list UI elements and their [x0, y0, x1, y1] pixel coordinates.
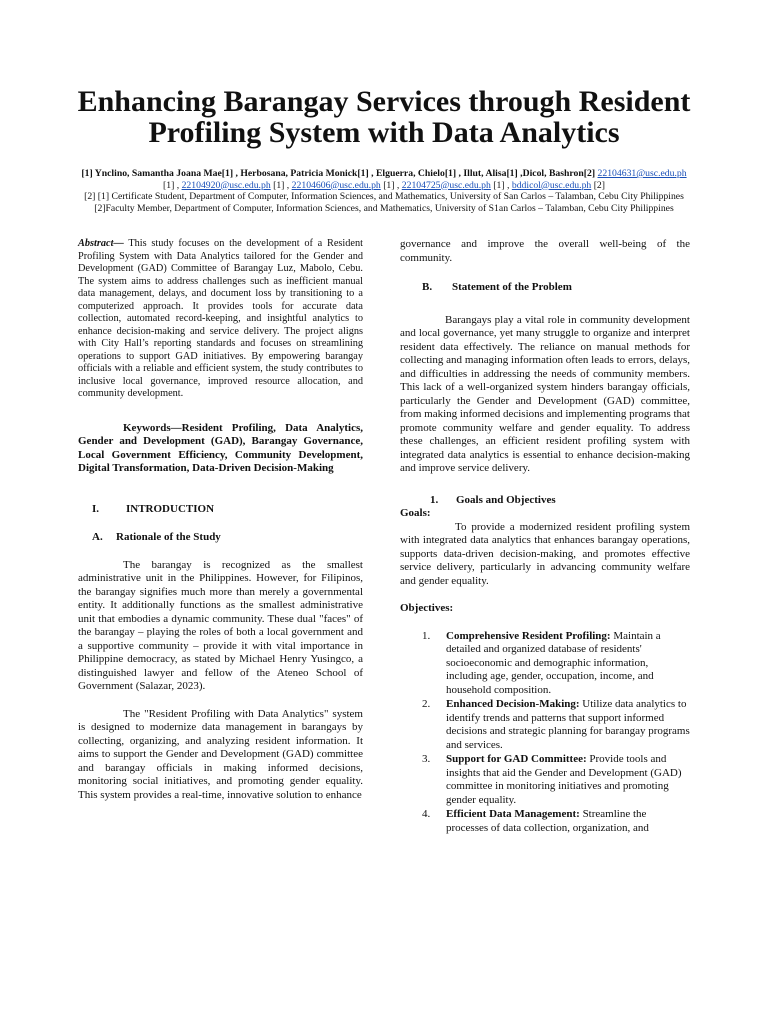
objective-label: Efficient Data Management:	[446, 808, 580, 820]
author-email-4[interactable]: 22104725@usc.edu.ph	[401, 179, 491, 191]
objective-label: Support for GAD Committee:	[446, 753, 587, 765]
objectives-label: Objectives:	[400, 602, 454, 614]
objective-label: Enhanced Decision-Making:	[446, 698, 580, 710]
author-block	[40, 168, 728, 214]
objective-label: Comprehensive Resident Profiling:	[446, 629, 611, 642]
list-number: 4.	[422, 808, 431, 820]
objective-text: Utilize data analytics to identify trends and patterns that support informed decisions and strategic planning for barangay programs and services.	[446, 698, 690, 751]
subsection-title: Rationale of the Study	[116, 531, 221, 543]
section-number: I.	[92, 502, 100, 515]
author-email-5[interactable]: bddicol@usc.edu.ph	[511, 179, 592, 191]
rationale-paragraph-2: The "Resident Profiling with Data Analytics" system is designed to modernize data management in barangays by collecting, organizing, and analyzing resident information. It aims to support the Gender and Development (GAD) committee and barangay officials in making informed decisions, monitoring social initiatives, and promoting gender equality. This system provides a real-time, innovative solution to enhance	[78, 707, 363, 801]
list-number: 1.	[422, 629, 431, 642]
objective-text: Maintain a detailed and organized database of residents' socioeconomic and demographic information, including age, gender, occupation, income, and household composition.	[446, 629, 661, 696]
left-column	[78, 238, 363, 802]
objective-text: Streamline the processes of data collection, organization, and	[446, 808, 649, 834]
list-item	[400, 808, 690, 835]
author-sep-1: [1] ,	[163, 179, 180, 191]
list-number: 2.	[422, 698, 431, 710]
problem-paragraph: Barangays play a vital role in community development and local governance, yet many struggle to organize and interpret resident data effectively. The reliance on manual methods for collecting and managing information often leads to errors, delays, and difficulties in addressing the needs of community members. This lack of a well-organized system hinders barangay officials, particularly the Gender and Development (GAD) committee, from making informed decisions and implementing programs that promote community welfare and gender equality. To address these challenges, an efficient resident profiling system with integrated data analytics is essential to enhance decision-making and improve service delivery.	[400, 313, 690, 474]
rationale-paragraph-2-continued: governance and improve the overall well-being of the community.	[400, 238, 690, 264]
subsection-heading-rationale	[78, 531, 363, 545]
objectives-list	[400, 630, 690, 836]
subsection-heading-goals	[400, 494, 690, 508]
subsection-number: 1.	[430, 493, 439, 506]
author-email-3[interactable]: 22104606@usc.edu.ph	[291, 179, 381, 191]
author-sep-4: [1] ,	[493, 179, 510, 191]
author-names: [1] Ynclino, Samantha Joana Mae[1] , Herbosana, Patricia Monick[1] , Elguerra, Chielo[1] , Illut, Alisa[1] ,Dicol, Bashron[2]	[81, 168, 596, 179]
list-item	[400, 753, 690, 807]
author-email-2[interactable]: 22104920@usc.edu.ph	[181, 179, 271, 191]
author-email-1[interactable]: 22104631@usc.edu.ph	[597, 168, 687, 179]
section-heading-introduction	[78, 503, 363, 517]
author-line-2	[40, 180, 728, 192]
author-line-1	[40, 168, 728, 180]
subsection-number: A.	[92, 531, 103, 543]
abstract-lead: Abstract—	[78, 238, 124, 249]
list-item	[400, 630, 690, 698]
keywords: Keywords—Resident Profiling, Data Analytics, Gender and Development (GAD), Barangay Governance, Local Government Efficiency, Community Development, Digital Transformation, Data-Driven Decision-Making	[78, 421, 363, 474]
subsection-number: B.	[422, 281, 433, 293]
abstract	[78, 238, 363, 401]
section-title: INTRODUCTION	[126, 502, 215, 515]
affiliation-2: [2]Faculty Member, Department of Computer, Information Sciences, and Mathematics, University of S1an Carlos – Talamban, Cebu City Philippines	[94, 202, 674, 214]
list-number: 3.	[422, 753, 431, 765]
affiliation-1: [2] [1] Certificate Student, Department of Computer, Information Sciences, and Mathematics, University of San Carlos – Talamban, Cebu City Philippines	[84, 191, 684, 202]
right-column	[400, 238, 690, 836]
objective-text: Provide tools and insights that aid the Gender and Development (GAD) committee in monitoring initiatives and promoting gender equality.	[446, 753, 682, 806]
subsection-title: Statement of the Problem	[452, 281, 572, 293]
author-sep-2: [1] ,	[273, 179, 290, 191]
subsection-heading-problem	[400, 281, 690, 295]
author-sep-5: [2]	[593, 179, 605, 191]
goals-text: To provide a modernized resident profiling system with integrated data analytics that enhances barangay operations, supports data-driven decision-making, and promotes effective service delivery, particularly in advancing community welfare and gender equality.	[400, 520, 690, 587]
abstract-text: This study focuses on the development of a Resident Profiling System with Data Analytics tailored for the Gender and Development (GAD) Committee of Barangay Luz, Mabolo, Cebu. The system aims to address challenges such as inefficient manual data management, delays, and document loss by transitioning to a computerized approach. It provides tools for accurate data collection, automated record-keeping, and insightful analytics to enhance decision-making and service delivery. The project aligns with City Hall’s reporting standards and focuses on streamlining operations to support GAD initiatives. By empowering barangay officials with a reliable and efficient system, the study contributes to inclusive local governance, improved resource allocation, and community development.	[78, 238, 363, 399]
goals-label: Goals:	[400, 507, 431, 519]
list-item	[400, 698, 690, 752]
paper-title: Enhancing Barangay Services through Resident Profiling System with Data Analytics	[77, 85, 691, 149]
rationale-paragraph-1: The barangay is recognized as the smallest administrative unit in the Philippines. However, for Filipinos, the barangay signifies much more than merely a governmental entity. It additionally functions as the smallest administrative unit that embodies a dynamic community. These dual "faces" of the barangay – playing the roles of both a local government and a supportive community – provide it with vital importance in Philippine democracy, as stated by Michael Henry Yusingco, a distinguished lawyer and fellow of the Ateneo School of Government (Salazar, 2023).	[78, 558, 363, 692]
subsection-title: Goals and Objectives	[456, 493, 556, 506]
author-sep-3: [1] ,	[383, 179, 400, 191]
